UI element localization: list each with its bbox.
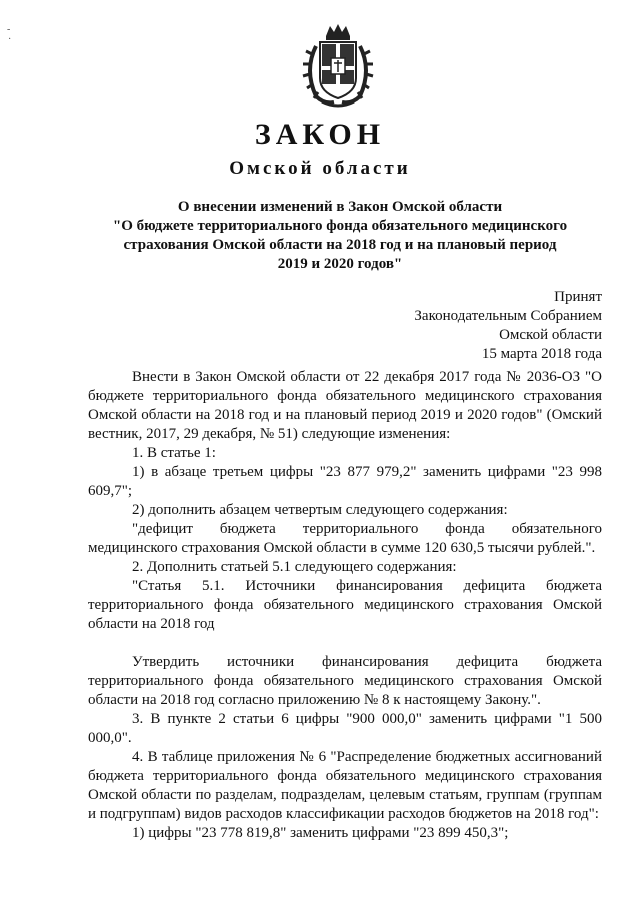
subject-line: "О бюджете территориального фонда обязательного медицинского <box>112 218 568 234</box>
body-paragraph: 1) в абзаце третьем цифры "23 877 979,2" заменить цифрами "23 998 609,7"; <box>88 464 602 499</box>
subject-line: 2019 и 2020 годов" <box>277 256 403 272</box>
adoption-line: Принят <box>554 289 602 305</box>
law-subject-heading <box>80 198 600 274</box>
body-paragraph: 4. В таблице приложения № 6 "Распределение бюджетных ассигнований бюджета территориального фонда обязательного медицинского страхования Омской области по разделам, подразделам, целевым статьям, группам (группам и подгруппам) видов расходов классификации расходов бюджетов на 2018 год": <box>88 749 602 822</box>
adoption-block <box>342 288 602 364</box>
body-paragraph: 1) цифры "23 778 819,8" заменить цифрами "23 899 450,3"; <box>132 825 509 841</box>
body-paragraph: "дефицит бюджета территориального фонда обязательного медицинского страхования Омской области в сумме 120 630,5 тысячи рублей.". <box>88 521 602 556</box>
subject-line: О внесении изменений в Закон Омской области <box>177 199 503 215</box>
body-paragraph: "Статья 5.1. Источники финансирования дефицита бюджета территориального фонда обязательного медицинского страхования Омской области на 2018 год <box>88 578 602 632</box>
adoption-line: Законодательным Собранием <box>414 308 602 324</box>
adoption-line: Омской области <box>499 327 602 343</box>
body-paragraph: Утвердить источники финансирования дефицита бюджета территориального фонда обязательного медицинского страхования Омской области на 2018 год согласно приложению № 8 к настоящему Закону.". <box>88 654 602 708</box>
body-paragraph: Внести в Закон Омской области от 22 декабря 2017 года № 2036-ОЗ "О бюджете территориального фонда обязательного медицинского страхования Омской области на 2018 год и на плановый период 2019 и 2020 годов" (Омский вестник, 2017, 29 декабря, № 51) следующие изменения: <box>88 369 602 442</box>
body-paragraph: 2. Дополнить статьей 5.1 следующего содержания: <box>132 559 457 575</box>
adoption-date: 15 марта 2018 года <box>481 346 602 362</box>
subject-line: страхования Омской области на 2018 год и на плановый период <box>123 237 557 253</box>
region-title: Омской области <box>229 158 411 179</box>
law-body <box>88 368 602 843</box>
body-paragraph: 2) дополнить абзацем четвертым следующего содержания: <box>132 502 508 518</box>
document-type-title: ЗАКОН <box>254 118 386 151</box>
scan-mark: ‐ <box>7 24 11 35</box>
body-paragraph: 3. В пункте 2 статьи 6 цифры "900 000,0" заменить цифрами "1 500 000,0". <box>88 711 602 746</box>
scan-mark: · <box>8 34 12 45</box>
body-paragraph: 1. В статье 1: <box>132 445 216 461</box>
coat-of-arms-icon <box>298 22 378 110</box>
